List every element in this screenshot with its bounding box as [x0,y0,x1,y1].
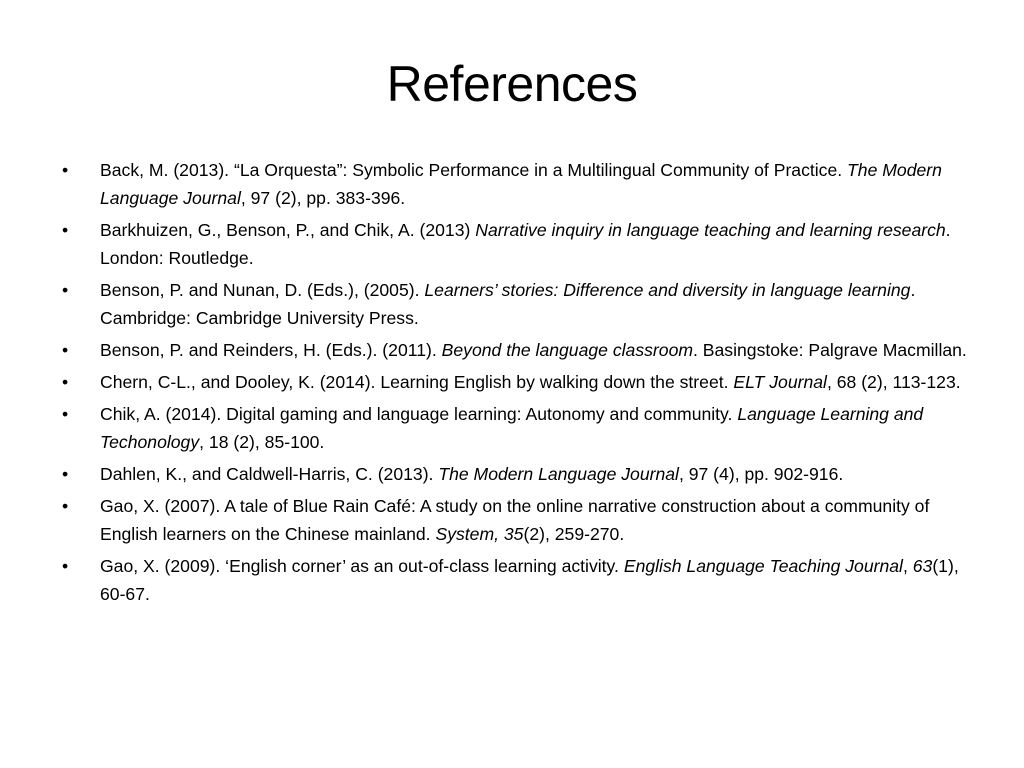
reference-italic-segment: 63 [912,556,933,576]
reference-segment: Chern, C-L., and Dooley, K. (2014). Learning English by walking down the street. [100,372,734,392]
reference-segment: , 97 (2), pp. 383-396. [240,188,406,208]
reference-item [62,460,970,488]
reference-segment: . Cambridge: Cambridge University Press. [100,280,916,328]
reference-text [100,160,942,208]
reference-segment: Gao, X. (2009). ‘English corner’ as an out-of-class learning activity. [100,556,624,576]
references-list [62,156,970,612]
reference-item [62,276,970,332]
reference-italic-segment: English Language Teaching Journal [623,556,903,576]
reference-item [62,216,970,272]
slide-title: References [386,56,638,112]
reference-segment: . London: Routledge. [100,220,951,268]
reference-italic-segment: Learners’ stories: Difference and diversity in language learning [424,280,911,300]
bullet-icon: • [62,340,69,360]
reference-segment: Chik, A. (2014). Digital gaming and language learning: Autonomy and community. [100,404,738,424]
bullet-icon: • [62,160,69,180]
reference-item [62,552,970,608]
reference-segment: Benson, P. and Reinders, H. (Eds.). (2011). [100,340,442,360]
reference-segment: Dahlen, K., and Caldwell-Harris, C. (2013). [100,464,439,484]
bullet-icon: • [62,464,69,484]
reference-item [62,368,970,396]
reference-italic-segment: Narrative inquiry in language teaching and learning research [475,220,946,240]
reference-segment: , 18 (2), 85-100. [199,432,325,452]
reference-italic-segment: The Modern Language Journal [100,160,942,208]
reference-segment: Barkhuizen, G., Benson, P., and Chik, A. (2013) [100,220,476,240]
reference-item [62,400,970,456]
bullet-icon: • [62,556,69,576]
reference-italic-segment: System, 35 [435,524,524,544]
reference-italic-segment: Beyond the language classroom [441,340,694,360]
reference-text [100,464,843,484]
reference-italic-segment: ELT Journal [733,372,827,392]
reference-item [62,492,970,548]
reference-text [100,372,961,392]
reference-segment: (2), 259-270. [523,524,625,544]
bullet-icon: • [62,496,69,516]
reference-italic-segment: Language Learning and Techonology [100,404,924,452]
reference-text [100,556,959,604]
reference-segment: , [902,556,913,576]
reference-segment: , 97 (4), pp. 902-916. [678,464,844,484]
reference-text [100,220,951,268]
reference-segment: Gao, X. (2007). A tale of Blue Rain Café: A study on the online narrative construction about a community of English learners on the Chinese mainland. [100,496,930,544]
reference-segment: (1), 60-67. [100,556,959,604]
reference-segment: . Basingstoke: Palgrave Macmillan. [693,340,967,360]
reference-segment: , 68 (2), 113-123. [826,372,961,392]
reference-text [100,496,929,544]
bullet-icon: • [62,404,69,424]
reference-text [100,340,967,360]
reference-text [100,404,923,452]
reference-item [62,336,970,364]
reference-text [100,280,915,328]
bullet-icon: • [62,280,69,300]
reference-italic-segment: The Modern Language Journal [438,464,679,484]
reference-segment: Back, M. (2013). “La Orquesta”: Symbolic Performance in a Multilingual Community of Practice. [100,160,848,180]
bullet-icon: • [62,372,69,392]
bullet-icon: • [62,220,69,240]
reference-segment: Benson, P. and Nunan, D. (Eds.), (2005). [100,280,425,300]
reference-item [62,156,970,212]
